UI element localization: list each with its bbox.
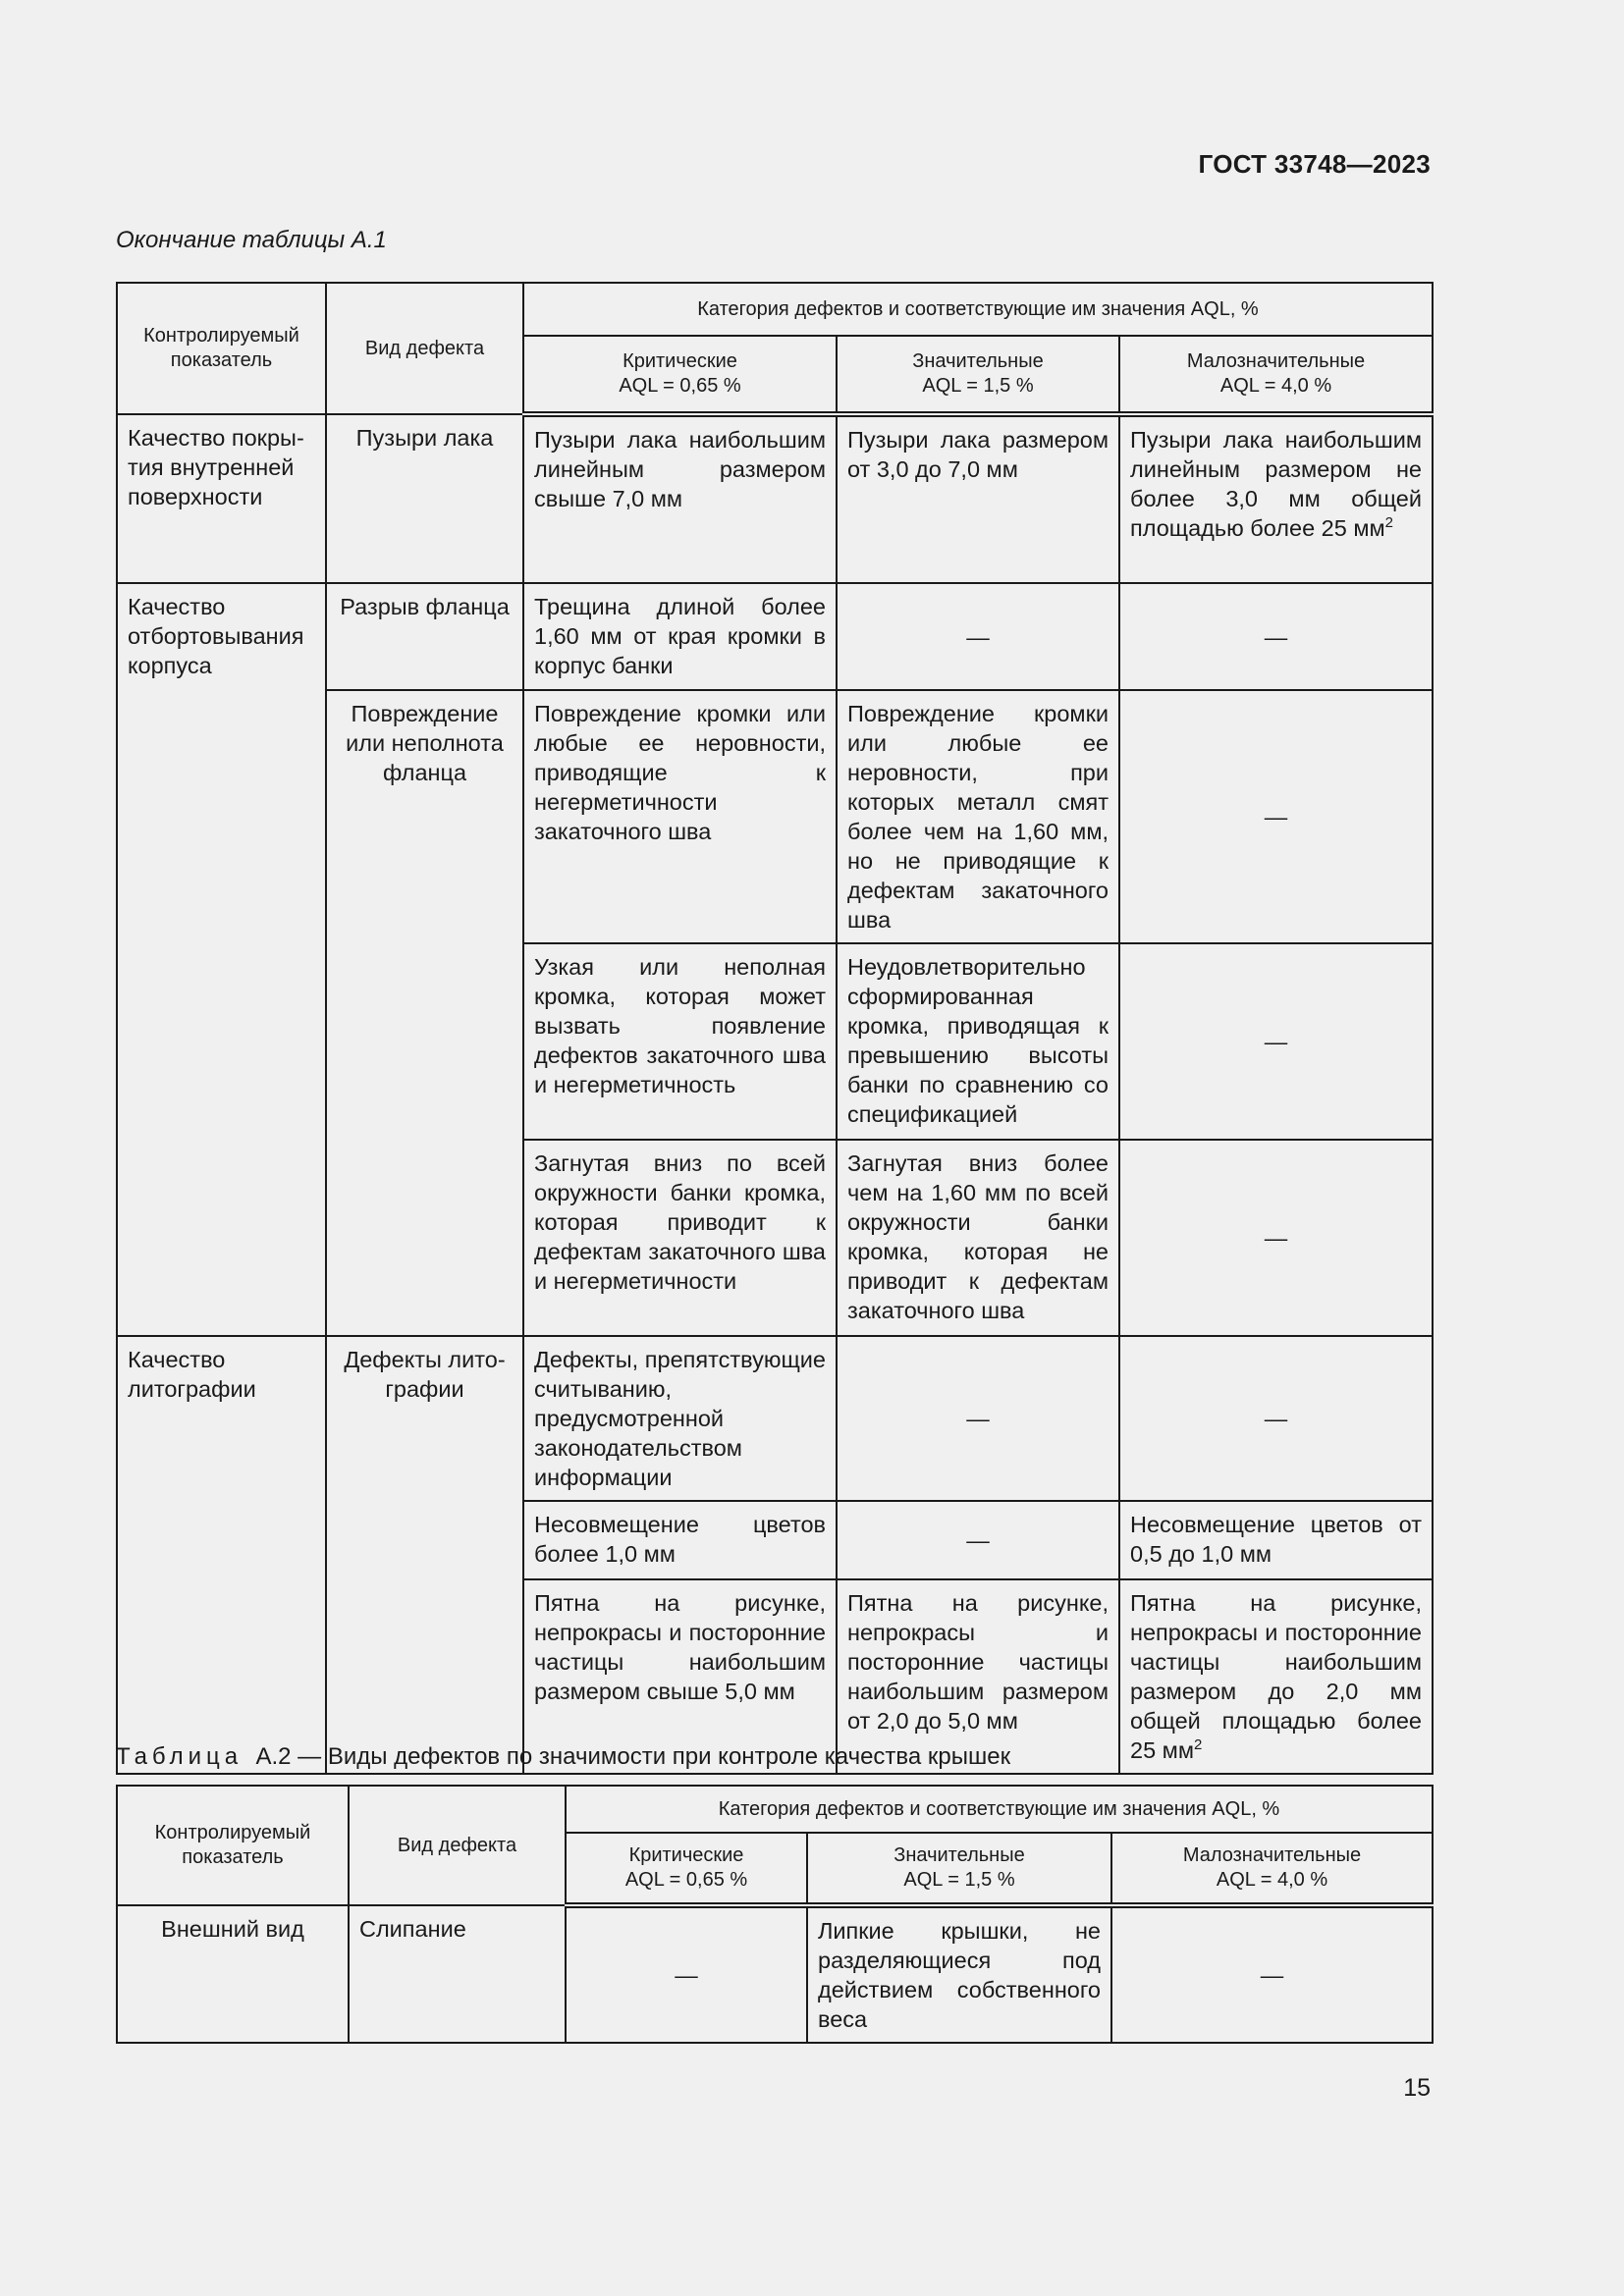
cell-critical: Пузыри лака наибольшим линейным размером свыше 7,0 мм bbox=[523, 414, 837, 583]
col-header-indicator: Контролируемый показатель bbox=[117, 1786, 349, 1905]
cell-critical: — bbox=[566, 1905, 807, 2043]
cell-major: Пятна на рисунке, непрокрасы и посторонние частицы наибольшим размером от 2,0 до 5,0 мм bbox=[837, 1579, 1119, 1774]
table-row bbox=[117, 1336, 1433, 1501]
cell-major: — bbox=[837, 1501, 1119, 1579]
page-number: 15 bbox=[1403, 2074, 1431, 2102]
cell-major: Липкие крышки, не разделяющиеся под действием собственного веса bbox=[807, 1905, 1111, 2043]
cell-defect: Дефекты литографии bbox=[326, 1336, 523, 1774]
col-header-category: Категория дефектов и соответствующие им значения AQL, % bbox=[523, 283, 1433, 336]
cell-minor: Пузыри лака наибольшим линейным размером не более 3,0 мм общей площадью более 25 $мм^2$ bbox=[1119, 414, 1433, 583]
cell-critical: Несовмещение цветов более 1,0 мм bbox=[523, 1501, 837, 1579]
cell-indicator: Качество литографии bbox=[117, 1336, 326, 1774]
cell-major: — bbox=[837, 583, 1119, 690]
cell-major: Неудовлетворительно сформированная кромка, приводящая к превышению высоты банки по сравнению со спецификацией bbox=[837, 943, 1119, 1140]
cell-major: Загнутая вниз более чем на 1,60 мм по всей окружности банки кромка, которая не приводит к дефектам закаточного шва bbox=[837, 1140, 1119, 1336]
cell-defect: Пузыри лака bbox=[326, 414, 523, 583]
cell-critical: Пятна на рисунке, непрокрасы и посторонние частицы наибольшим размером свыше 5,0 мм bbox=[523, 1579, 837, 1774]
col-header-minor: Малозначительные AQL = 4,0 % bbox=[1119, 336, 1433, 414]
cell-minor: Пятна на рисунке, непрокрасы и посторонние частицы наибольшим размером до 2,0 мм общей площадью более 25 $мм^2$ bbox=[1119, 1579, 1433, 1774]
table-a1-caption: Окончание таблицы А.1 bbox=[116, 227, 387, 253]
col-header-critical: Критические AQL = 0,65 % bbox=[566, 1833, 807, 1905]
cell-defect: Слипание bbox=[349, 1905, 566, 2043]
table-a2-caption: Таблица А.2 — Виды дефектов по значимости при контроле качества крышек bbox=[116, 1743, 1011, 1770]
table-row bbox=[117, 583, 1433, 690]
cell-minor: — bbox=[1119, 690, 1433, 943]
cell-critical: Дефекты, препятствующие считыванию, предусмотренной законодательством информации bbox=[523, 1336, 837, 1501]
col-header-major: Значительные AQL = 1,5 % bbox=[807, 1833, 1111, 1905]
col-header-defect: Вид дефекта bbox=[349, 1786, 566, 1905]
cell-defect: Повреждение или неполнота фланца bbox=[326, 690, 523, 1336]
cell-indicator: Внешний вид bbox=[117, 1905, 349, 2043]
col-header-category: Категория дефектов и соответствующие им значения AQL, % bbox=[566, 1786, 1433, 1833]
cell-major: Повреждение кромки или любые ее неровности, при которых металл смят более чем на 1,60 мм, но не приводящие к дефектам закаточного шва bbox=[837, 690, 1119, 943]
cell-critical: Повреждение кромки или любые ее неровности, приводящие к негерметичности закаточного шва bbox=[523, 690, 837, 943]
table-row bbox=[117, 414, 1433, 583]
cell-indicator: Качество отбортовывания корпуса bbox=[117, 583, 326, 1336]
cell-major: Пузыри лака размером от 3,0 до 7,0 мм bbox=[837, 414, 1119, 583]
col-header-defect: Вид дефекта bbox=[326, 283, 523, 414]
cell-critical: Узкая или неполная кромка, которая может вызвать появление дефектов закаточного шва и негерметичность bbox=[523, 943, 837, 1140]
col-header-critical: Критические AQL = 0,65 % bbox=[523, 336, 837, 414]
cell-critical: Трещина длиной более 1,60 мм от края кромки в корпус банки bbox=[523, 583, 837, 690]
cell-critical: Загнутая вниз по всей окружности банки кромка, которая приводит к дефектам закаточного шва и негерметичности bbox=[523, 1140, 837, 1336]
table-a2 bbox=[116, 1785, 1434, 2044]
cell-minor: — bbox=[1119, 583, 1433, 690]
document-code: ГОСТ 33748—2023 bbox=[1198, 149, 1431, 179]
table-row bbox=[117, 1905, 1433, 2043]
cell-minor: Несовмещение цветов от 0,5 до 1,0 мм bbox=[1119, 1501, 1433, 1579]
cell-major: — bbox=[837, 1336, 1119, 1501]
col-header-major: Значительные AQL = 1,5 % bbox=[837, 336, 1119, 414]
table-a1 bbox=[116, 282, 1434, 1775]
cell-defect: Разрыв фланца bbox=[326, 583, 523, 690]
col-header-minor: Малозначительные AQL = 4,0 % bbox=[1111, 1833, 1433, 1905]
col-header-indicator: Контролируемый показатель bbox=[117, 283, 326, 414]
cell-minor: — bbox=[1119, 1140, 1433, 1336]
cell-indicator: Качество покрытия внутренней поверхности bbox=[117, 414, 326, 583]
cell-minor: — bbox=[1119, 1336, 1433, 1501]
cell-minor: — bbox=[1119, 943, 1433, 1140]
cell-minor: — bbox=[1111, 1905, 1433, 2043]
